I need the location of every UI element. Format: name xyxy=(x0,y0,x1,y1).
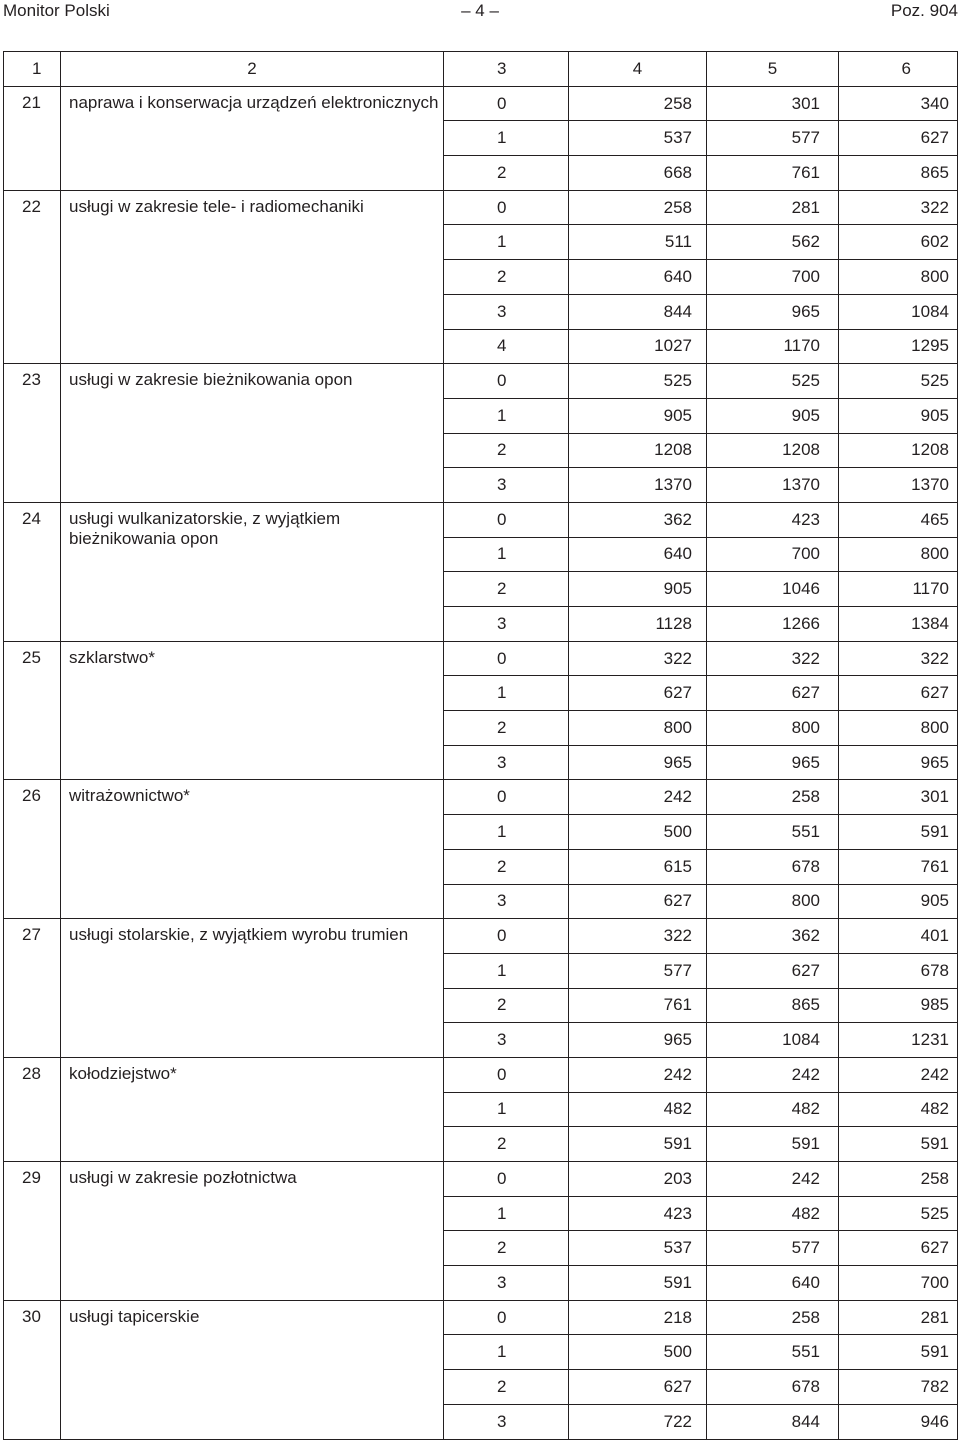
rate-cell-5: 1046 xyxy=(707,572,839,607)
rate-cell-6: 678 xyxy=(839,953,958,988)
group-cell: 1 xyxy=(444,225,569,260)
rate-cell-4: 965 xyxy=(569,1023,707,1058)
tariff-table-body xyxy=(4,52,958,1440)
item-number: 24 xyxy=(4,502,61,641)
rate-cell-4: 627 xyxy=(569,884,707,919)
rate-cell-5: 1084 xyxy=(707,1023,839,1058)
item-number: 21 xyxy=(4,86,61,190)
rate-cell-6: 905 xyxy=(839,398,958,433)
rate-cell-6: 482 xyxy=(839,1092,958,1127)
rate-cell-6: 1295 xyxy=(839,329,958,364)
group-cell: 1 xyxy=(444,1196,569,1231)
rate-cell-6: 627 xyxy=(839,676,958,711)
table-row xyxy=(4,86,958,121)
group-cell: 2 xyxy=(444,260,569,295)
table-row xyxy=(4,1300,958,1335)
rate-cell-5: 577 xyxy=(707,121,839,156)
rate-cell-6: 627 xyxy=(839,121,958,156)
publication-title: Monitor Polski xyxy=(3,1,110,20)
rate-cell-6: 1384 xyxy=(839,607,958,642)
group-cell: 1 xyxy=(444,1335,569,1370)
rate-cell-4: 577 xyxy=(569,953,707,988)
group-cell: 1 xyxy=(444,537,569,572)
table-row xyxy=(4,641,958,676)
group-cell: 0 xyxy=(444,1057,569,1092)
group-cell: 0 xyxy=(444,502,569,537)
rate-cell-4: 537 xyxy=(569,1231,707,1266)
rate-cell-6: 1370 xyxy=(839,468,958,503)
group-cell: 2 xyxy=(444,1370,569,1405)
rate-cell-4: 500 xyxy=(569,815,707,850)
column-header-5: 5 xyxy=(707,52,839,87)
rate-cell-5: 965 xyxy=(707,294,839,329)
rate-cell-4: 844 xyxy=(569,294,707,329)
group-cell: 1 xyxy=(444,398,569,433)
group-cell: 3 xyxy=(444,468,569,503)
column-header-4: 4 xyxy=(569,52,707,87)
group-cell: 3 xyxy=(444,1266,569,1301)
page-number: – 4 – xyxy=(461,1,499,20)
rate-cell-6: 761 xyxy=(839,849,958,884)
rate-cell-4: 615 xyxy=(569,849,707,884)
rate-cell-6: 401 xyxy=(839,919,958,954)
rate-cell-4: 627 xyxy=(569,1370,707,1405)
item-number: 25 xyxy=(4,641,61,780)
table-row xyxy=(4,780,958,815)
rate-cell-6: 242 xyxy=(839,1057,958,1092)
rate-cell-6: 1170 xyxy=(839,572,958,607)
group-cell: 3 xyxy=(444,745,569,780)
rate-cell-5: 577 xyxy=(707,1231,839,1266)
service-name: usługi tapicerskie xyxy=(61,1300,444,1439)
service-name: kołodziejstwo* xyxy=(61,1057,444,1161)
rate-cell-4: 258 xyxy=(569,190,707,225)
rate-cell-4: 965 xyxy=(569,745,707,780)
rate-cell-5: 258 xyxy=(707,1300,839,1335)
group-cell: 2 xyxy=(444,988,569,1023)
column-header-1: 1 xyxy=(4,52,61,87)
rate-cell-5: 1370 xyxy=(707,468,839,503)
rate-cell-6: 800 xyxy=(839,537,958,572)
group-cell: 0 xyxy=(444,1300,569,1335)
rate-cell-5: 258 xyxy=(707,780,839,815)
group-cell: 2 xyxy=(444,572,569,607)
rate-cell-6: 627 xyxy=(839,1231,958,1266)
rate-cell-4: 482 xyxy=(569,1092,707,1127)
rate-cell-6: 281 xyxy=(839,1300,958,1335)
column-header-2: 2 xyxy=(61,52,444,87)
service-name: naprawa i konserwacja urządzeń elektronicznych xyxy=(61,86,444,190)
rate-cell-5: 965 xyxy=(707,745,839,780)
rate-cell-6: 1231 xyxy=(839,1023,958,1058)
group-cell: 0 xyxy=(444,780,569,815)
group-cell: 0 xyxy=(444,190,569,225)
service-name: witrażownictwo* xyxy=(61,780,444,919)
rate-cell-5: 678 xyxy=(707,849,839,884)
rate-cell-5: 865 xyxy=(707,988,839,1023)
rate-cell-4: 525 xyxy=(569,364,707,399)
item-number: 23 xyxy=(4,364,61,503)
group-cell: 3 xyxy=(444,294,569,329)
rate-cell-6: 591 xyxy=(839,1127,958,1162)
group-cell: 2 xyxy=(444,849,569,884)
table-row xyxy=(4,919,958,954)
item-number: 27 xyxy=(4,919,61,1058)
rate-cell-4: 322 xyxy=(569,919,707,954)
item-number: 28 xyxy=(4,1057,61,1161)
rate-cell-6: 525 xyxy=(839,364,958,399)
group-cell: 1 xyxy=(444,676,569,711)
item-number: 22 xyxy=(4,190,61,363)
rate-cell-4: 511 xyxy=(569,225,707,260)
service-name: szklarstwo* xyxy=(61,641,444,780)
rate-cell-5: 627 xyxy=(707,676,839,711)
group-cell: 0 xyxy=(444,1162,569,1197)
group-cell: 1 xyxy=(444,1092,569,1127)
service-name: usługi w zakresie tele- i radiomechaniki xyxy=(61,190,444,363)
rate-cell-4: 1128 xyxy=(569,607,707,642)
rate-cell-4: 500 xyxy=(569,1335,707,1370)
group-cell: 3 xyxy=(444,1404,569,1439)
rate-cell-6: 905 xyxy=(839,884,958,919)
rate-cell-6: 591 xyxy=(839,1335,958,1370)
rate-cell-4: 640 xyxy=(569,537,707,572)
group-cell: 4 xyxy=(444,329,569,364)
rate-cell-4: 203 xyxy=(569,1162,707,1197)
rate-cell-6: 525 xyxy=(839,1196,958,1231)
group-cell: 2 xyxy=(444,1231,569,1266)
group-cell: 0 xyxy=(444,86,569,121)
rate-cell-6: 700 xyxy=(839,1266,958,1301)
table-row xyxy=(4,502,958,537)
rate-cell-5: 800 xyxy=(707,884,839,919)
rate-cell-4: 242 xyxy=(569,780,707,815)
position-number: Poz. 904 xyxy=(890,1,958,20)
group-cell: 2 xyxy=(444,711,569,746)
service-name: usługi w zakresie pozłotnictwa xyxy=(61,1162,444,1301)
rate-cell-6: 800 xyxy=(839,711,958,746)
rate-cell-6: 340 xyxy=(839,86,958,121)
rate-cell-5: 482 xyxy=(707,1092,839,1127)
rate-cell-5: 1170 xyxy=(707,329,839,364)
group-cell: 0 xyxy=(444,364,569,399)
group-cell: 0 xyxy=(444,641,569,676)
rate-cell-6: 800 xyxy=(839,260,958,295)
item-number: 26 xyxy=(4,780,61,919)
rate-cell-5: 551 xyxy=(707,815,839,850)
rate-cell-5: 362 xyxy=(707,919,839,954)
rate-cell-6: 322 xyxy=(839,190,958,225)
rate-cell-5: 423 xyxy=(707,502,839,537)
item-number: 29 xyxy=(4,1162,61,1301)
rate-cell-6: 985 xyxy=(839,988,958,1023)
rate-cell-5: 482 xyxy=(707,1196,839,1231)
rate-cell-5: 640 xyxy=(707,1266,839,1301)
rate-cell-5: 562 xyxy=(707,225,839,260)
group-cell: 3 xyxy=(444,1023,569,1058)
group-cell: 3 xyxy=(444,884,569,919)
rate-cell-6: 591 xyxy=(839,815,958,850)
rate-cell-6: 1208 xyxy=(839,433,958,468)
rate-cell-5: 591 xyxy=(707,1127,839,1162)
rate-cell-4: 423 xyxy=(569,1196,707,1231)
rate-cell-5: 905 xyxy=(707,398,839,433)
rate-cell-6: 301 xyxy=(839,780,958,815)
rate-cell-6: 946 xyxy=(839,1404,958,1439)
rate-cell-4: 640 xyxy=(569,260,707,295)
rate-cell-5: 1208 xyxy=(707,433,839,468)
group-cell: 1 xyxy=(444,815,569,850)
page-header xyxy=(0,0,960,26)
rate-cell-5: 700 xyxy=(707,537,839,572)
group-cell: 0 xyxy=(444,919,569,954)
rate-cell-5: 1266 xyxy=(707,607,839,642)
rate-cell-4: 627 xyxy=(569,676,707,711)
rate-cell-4: 722 xyxy=(569,1404,707,1439)
rate-cell-5: 242 xyxy=(707,1057,839,1092)
rate-cell-4: 591 xyxy=(569,1266,707,1301)
tariff-table xyxy=(3,51,958,1440)
rate-cell-6: 602 xyxy=(839,225,958,260)
rate-cell-4: 1208 xyxy=(569,433,707,468)
group-cell: 1 xyxy=(444,121,569,156)
rate-cell-4: 242 xyxy=(569,1057,707,1092)
rate-cell-4: 905 xyxy=(569,398,707,433)
rate-cell-5: 627 xyxy=(707,953,839,988)
rate-cell-5: 301 xyxy=(707,86,839,121)
rate-cell-4: 800 xyxy=(569,711,707,746)
service-name: usługi w zakresie bieżnikowania opon xyxy=(61,364,444,503)
rate-cell-4: 668 xyxy=(569,156,707,191)
rate-cell-4: 258 xyxy=(569,86,707,121)
rate-cell-4: 322 xyxy=(569,641,707,676)
rate-cell-5: 281 xyxy=(707,190,839,225)
rate-cell-4: 1027 xyxy=(569,329,707,364)
group-cell: 1 xyxy=(444,953,569,988)
rate-cell-4: 905 xyxy=(569,572,707,607)
rate-cell-6: 865 xyxy=(839,156,958,191)
table-row xyxy=(4,1162,958,1197)
rate-cell-5: 678 xyxy=(707,1370,839,1405)
table-row xyxy=(4,1057,958,1092)
rate-cell-5: 551 xyxy=(707,1335,839,1370)
column-header-3: 3 xyxy=(444,52,569,87)
rate-cell-5: 800 xyxy=(707,711,839,746)
rate-cell-6: 258 xyxy=(839,1162,958,1197)
rate-cell-6: 782 xyxy=(839,1370,958,1405)
rate-cell-5: 844 xyxy=(707,1404,839,1439)
column-number-row xyxy=(4,52,958,87)
table-row xyxy=(4,364,958,399)
rate-cell-4: 362 xyxy=(569,502,707,537)
rate-cell-4: 591 xyxy=(569,1127,707,1162)
rate-cell-5: 242 xyxy=(707,1162,839,1197)
service-name: usługi stolarskie, z wyjątkiem wyrobu trumien xyxy=(61,919,444,1058)
rate-cell-5: 525 xyxy=(707,364,839,399)
rate-cell-5: 700 xyxy=(707,260,839,295)
group-cell: 3 xyxy=(444,607,569,642)
rate-cell-4: 761 xyxy=(569,988,707,1023)
rate-cell-4: 218 xyxy=(569,1300,707,1335)
column-header-6: 6 xyxy=(839,52,958,87)
item-number: 30 xyxy=(4,1300,61,1439)
rate-cell-6: 465 xyxy=(839,502,958,537)
rate-cell-5: 322 xyxy=(707,641,839,676)
group-cell: 2 xyxy=(444,156,569,191)
table-row xyxy=(4,190,958,225)
rate-cell-5: 761 xyxy=(707,156,839,191)
rate-cell-4: 1370 xyxy=(569,468,707,503)
rate-cell-6: 1084 xyxy=(839,294,958,329)
rate-cell-6: 322 xyxy=(839,641,958,676)
group-cell: 2 xyxy=(444,433,569,468)
group-cell: 2 xyxy=(444,1127,569,1162)
service-name: usługi wulkanizatorskie, z wyjątkiem bieżnikowania opon xyxy=(61,502,444,641)
rate-cell-6: 965 xyxy=(839,745,958,780)
rate-cell-4: 537 xyxy=(569,121,707,156)
